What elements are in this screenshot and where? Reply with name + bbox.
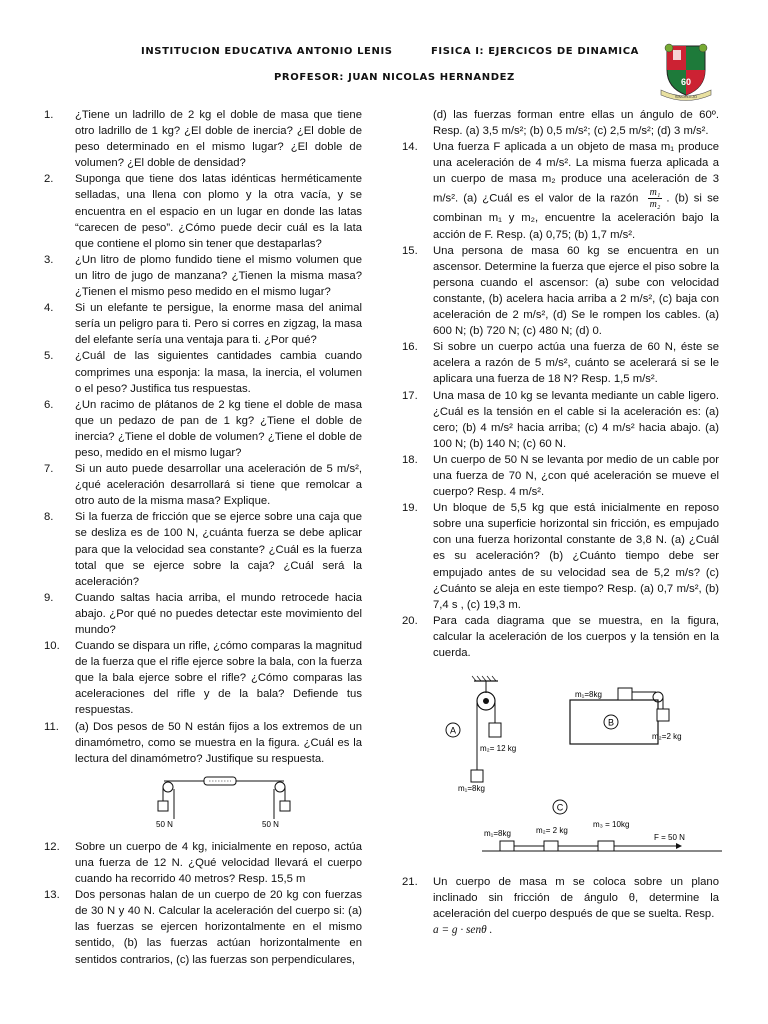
question-item <box>44 397 362 461</box>
question-number: 10. <box>44 640 60 653</box>
question-item <box>44 348 362 396</box>
label-diagram-b: B <box>607 717 615 728</box>
left-column <box>44 107 362 968</box>
question-item <box>402 452 719 500</box>
question-number: 19. <box>402 502 418 515</box>
question-item <box>44 300 362 348</box>
question-text: Un bloque de 5,5 kg que está inicialmente en reposo sobre una superficie horizontal sin fricción, es empujado con una fuerza horizontal constante de 3,8 N. (a) ¿Cuál es su aceleración? (b) ¿Cuánto tiempo debe ser empujado antes de su velocidad sea de 5,2 m/s? (c) ¿Cuánto se aleja en este tiempo? Resp. (a) 0,7 m/s², (b) 7,4 s , (c) 19,3 m. <box>433 502 719 611</box>
question-number: 17. <box>402 389 418 402</box>
question-text: Suponga que tiene dos latas idénticas herméticamente selladas, una llena con plomo y la otra vacía, y se encuentra en el espacio en un lugar en donde las latas “carecen de peso”. ¿Cómo puede decir cuál es la lata que contiene el plomo sin tener que destaparlas? <box>75 173 362 250</box>
fig11-left-weight: 50 N <box>156 820 173 829</box>
question-item <box>402 500 719 613</box>
question-number: 11. <box>44 720 59 733</box>
diagram-c-m3: m₃ = 10kg <box>593 820 630 829</box>
diagram-a-m2: m₂= 12 kg <box>480 744 517 753</box>
question-text: Sobre un cuerpo de 4 kg, inicialmente en reposo, actúa una fuerza de 12 N. ¿Qué velocidad llevará el cuerpo cuando ha recorrido 40 metros? Resp. 15,5 m <box>75 840 362 886</box>
school-crest-icon <box>657 40 715 102</box>
question-number: 3. <box>44 253 54 266</box>
question-14: 14. Una fuerza F aplicada a un objeto de masa m₁ produce una aceleración de 4 m/s². La misma fuerza aplicada a un cuerpo de masa m₂ produce una aceleración de 3 m/s². (a) ¿Cuál es el valor de la razón $\frac{\text{m₁}}{\text{m₂}}$ . (b) si se combinan m₁ y m₂, encuentre la aceleración bajo la acción de F. Resp. (a) 0,75; (b) 1,7 m/s². <box>402 141 720 241</box>
question-number: 18. <box>402 453 418 466</box>
question-item <box>44 171 362 251</box>
question-text: Cuando saltas hacia arriba, el mundo retrocede hacia abajo. ¿Por qué no puedes detectar este movimiento del mundo? <box>75 591 362 636</box>
question-number: 6. <box>44 398 54 411</box>
question-number: 15. <box>402 244 418 257</box>
label-diagram-a: A <box>449 725 457 736</box>
teacher-name: PROFESOR: JUAN NICOLAS HERNANDEZ <box>274 72 515 83</box>
question-21-formula: a = g · senθ . <box>433 924 493 937</box>
question-item <box>44 839 362 887</box>
figure-11-dynamometer <box>154 775 294 835</box>
question-text: Cuando se dispara un rifle, ¿cómo comparas la magnitud de la fuerza que el rifle ejerce sobre la bala, con la fuerza que la bala ejerce sobre el rifle? ¿Cómo comparas las aceleraciones del rifle y de la bala? Defiende tus respuestas. <box>75 640 362 717</box>
question-text: ¿Un racimo de plátanos de 2 kg tiene el doble de masa que un pedazo de pan de 1 kg? ¿Tiene el doble de inercia? ¿Tiene el doble de volumen? ¿Tiene el doble de peso, medido en el mismo lugar? <box>75 398 362 459</box>
question-text: Una persona de masa 60 kg se encuentra en un ascensor. Determine la fuerza que ejerce el piso sobre la persona cuando el ascensor: (a) sube con velocidad constante, (b) acelera hacia arriba a 2 m/s², (c) baja con aceleración de 2 m/s², (d) Se le rompen los cables. (a) 600 N; (b) 720 N; (c) 480 N; (d) 0. <box>433 244 719 338</box>
question-text: Una masa de 10 kg se levanta mediante un cable ligero. ¿Cuál es la tensión en el cable si la aceleración es: (a) cero; (b) 4 m/s² hacia arriba; (c) 4 m/s² hacia abajo. (a) 100 N; (b) 140 N; (c) 60 N. <box>433 389 719 450</box>
question-item <box>402 613 719 661</box>
question-item <box>44 590 362 638</box>
question-text: (a) Dos pesos de 50 N están fijos a los extremos de un dinamómetro, como se muestra en la figura. ¿Cuál es la lectura del dinamómetro? Justifique su respuesta. <box>75 720 362 765</box>
right-column-top <box>402 107 719 661</box>
question-number: 5. <box>44 350 54 363</box>
question-item <box>402 339 719 387</box>
question-21-text: Un cuerpo de masa m se coloca sobre un plano inclinado sin fricción de ángulo θ, determine la aceleración del cuerpo después de que se suelta. Resp. <box>433 876 719 921</box>
diagram-c-m2: m₂= 2 kg <box>536 826 568 835</box>
question-item <box>44 638 362 718</box>
question-item <box>402 243 719 340</box>
question-text: Para cada diagrama que se muestra, en la figura, calcular la aceleración de los cuerpos y la tensión en la cuerda. <box>433 614 719 659</box>
question-14-text-a: Una fuerza F aplicada a un objeto de masa m₁ produce una aceleración de 4 m/s². La misma fuerza aplicada a un cuerpo de masa m₂ produce una aceleración de 3 m/s². (a) ¿Cuál es el valor de la razón <box>433 141 719 205</box>
crest-number: 60 <box>680 77 692 87</box>
diagram-a-m1: m₁=8kg <box>458 784 485 793</box>
question-number: 13. <box>44 889 60 902</box>
institution-name: INSTITUCION EDUCATIVA ANTONIO LENIS <box>141 46 393 57</box>
diagram-b-m1: m₁=8kg <box>575 690 602 699</box>
question-item <box>44 461 362 509</box>
label-diagram-c: C <box>556 802 564 813</box>
question-21: 21. Un cuerpo de masa m se coloca sobre un plano inclinado sin fricción de ángulo θ, determine la aceleración del cuerpo después de que se suelta. Resp. a = g · senθ . <box>402 876 719 937</box>
question-number: 16. <box>402 341 418 354</box>
question-text: Si sobre un cuerpo actúa una fuerza de 60 N, éste se acelera a razón de 5 m/s², cuánto se acelerará si se le aplicara una fuerza de 18 N? Resp. 1,5 m/s². <box>433 341 719 386</box>
question-number: 9. <box>44 591 54 604</box>
question-item <box>44 107 362 171</box>
subject-title: FISICA I: EJERCICOS DE DINAMICA <box>431 46 639 57</box>
question-text: Dos personas halan de un cuerpo de 20 kg con fuerzas de 30 N y 40 N. Calcular la aceleración del cuerpo si: (a) las fuerzas se ejercen horizontalmente en el mismo sentido, (b) las fuerzas actúan horizontalmente en sentidos contrarios, (c) las fuerzas son perpendiculares, <box>75 889 362 966</box>
fig11-right-weight: 50 N <box>262 820 279 829</box>
question-14-text-b: . (b) si se combinan m₁ y m₂, encuentre la aceleración bajo la acción de F. Resp. (a) 0,75; (b) 1,7 m/s². <box>433 192 720 241</box>
question-text: ¿Un litro de plomo fundido tiene el mismo volumen que un litro de jugo de manzana? ¿Tienen la misma masa? ¿Tienen el mismo peso medido en el mismo lugar? <box>75 253 362 299</box>
question-number: 1. <box>44 109 54 121</box>
question-text: Si un auto puede desarrollar una aceleración de 5 m/s², ¿qué aceleración desarrollará si tiene que remolcar a otro auto de la misma masa? Explique. <box>75 463 362 508</box>
diagram-c-force: F = 50 N <box>654 833 685 842</box>
question-text: ¿Cuál de las siguientes cantidades cambia cuando comprimes una esponja: la masa, la inercia, el volumen o el peso? Justifica tus respuestas. <box>75 350 362 395</box>
question-text: Un cuerpo de 50 N se levanta por medio de un cable por una fuerza de 70 N, ¿con qué aceleración se mueve el cuerpo? Resp. 4 m/s². <box>433 453 719 499</box>
diagram-b-m2: m₂=2 kg <box>652 732 682 741</box>
question-item <box>44 252 362 300</box>
question-number: 2. <box>44 173 54 186</box>
question-text: ¿Tiene un ladrillo de 2 kg el doble de masa que tiene otro ladrillo de 1 kg? ¿El doble de inercia? ¿El doble de peso determinado en el mismo lugar? ¿El doble de volumen? ¿El doble de densidad? <box>75 109 362 170</box>
question-number: 12. <box>44 840 60 853</box>
mass-ratio-fraction: $\frac{\text{m₁}}{\text{m₂}}$ <box>649 187 661 211</box>
crest-banner: SINCELEJO <box>674 94 698 99</box>
question-item <box>402 388 719 452</box>
question-item <box>44 509 362 589</box>
figure-20-diagrams <box>432 675 732 855</box>
question-item <box>44 719 362 767</box>
question-text: Si un elefante te persigue, la enorme masa del animal sería un peligro para ti. Pero si corres en zigzag, la masa del elefante sería una ventaja para ti. ¿Por qué? <box>75 302 362 347</box>
question-13-continued: (d) las fuerzas forman entre ellas un ángulo de 60º. Resp. (a) 3,5 m/s²; (b) 0,5 m/s²; (c) 2,5 m/s²; (d) 3 m/s². <box>433 109 719 138</box>
question-number: 4. <box>44 302 54 315</box>
question-item <box>44 887 362 967</box>
diagram-c-m1: m₁=8kg <box>484 829 511 838</box>
question-number: 20. <box>402 614 418 627</box>
question-number: 8. <box>44 511 54 524</box>
question-number: 7. <box>44 463 54 476</box>
question-text: Si la fuerza de fricción que se ejerce sobre una caja que se desliza es de 100 N, ¿cuánta fuerza se debe aplicar para que la velocidad sea constante? ¿Cuál es la fuerza total que se ejerce sobre la caja? ¿Cuál será la aceleración? <box>75 511 362 588</box>
